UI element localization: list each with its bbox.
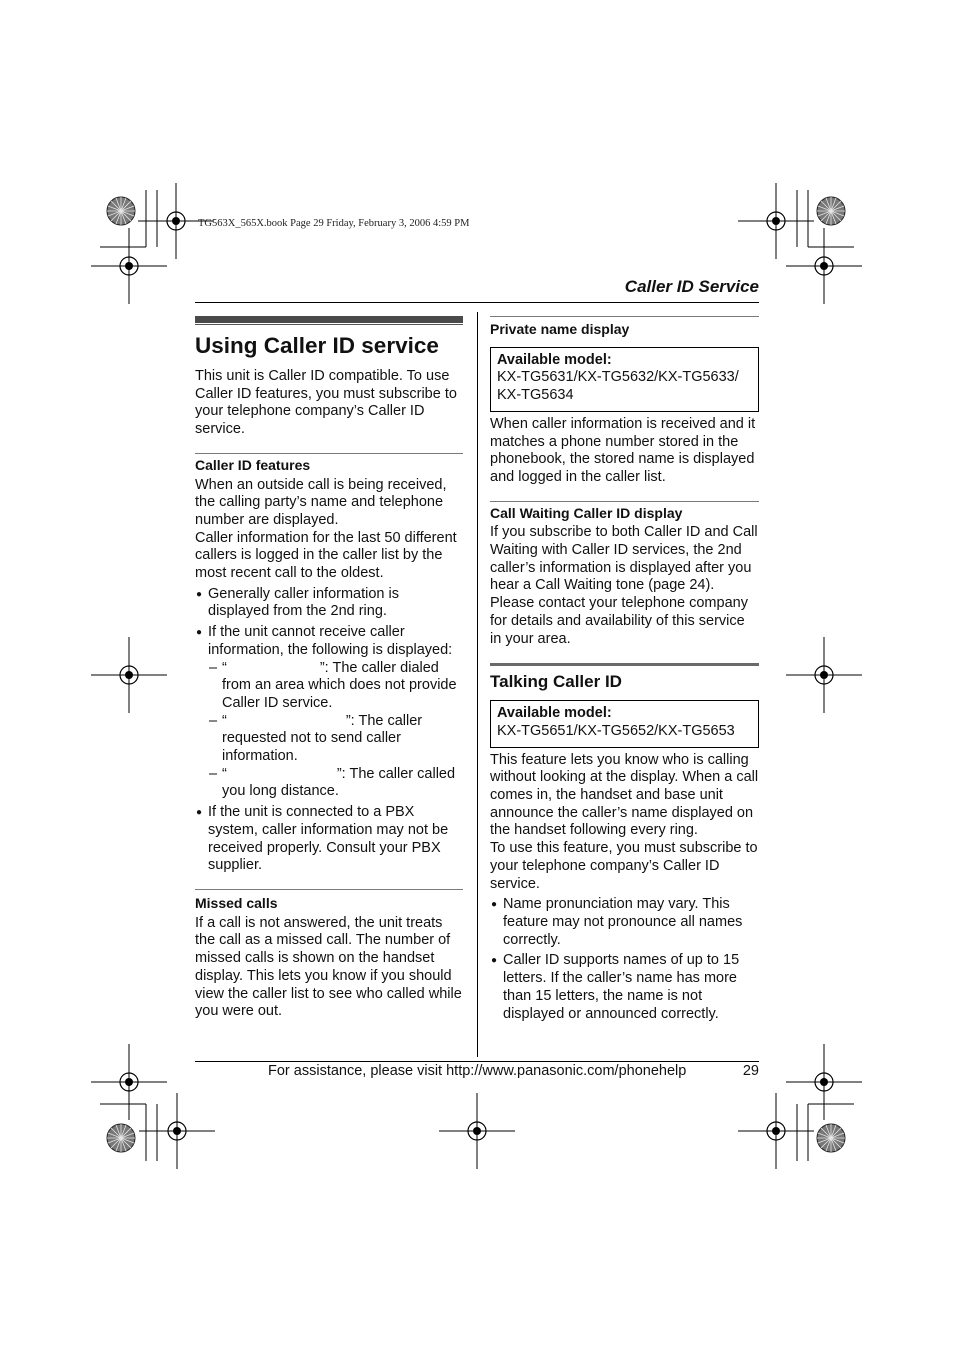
title-bar — [195, 316, 463, 323]
talking-para: To use this feature, you must subscribe to your telephone company’s Caller ID service. — [490, 840, 758, 892]
open-quote: “ — [222, 765, 227, 782]
bullet-text: If the unit is connected to a PBX system, caller information may not be received properly. Consult your PBX supplier. — [208, 804, 449, 874]
section-rule — [490, 501, 759, 502]
column-divider — [477, 312, 478, 1057]
dash-text: ”: The caller dialed from an area which does not provide Caller ID service. — [222, 659, 457, 711]
dash-icon: – — [209, 765, 218, 782]
available-model-list: KX-TG5651/KX-TG5652/KX-TG5653 — [497, 722, 735, 739]
color-wheel-icon — [107, 1124, 135, 1152]
page-number: 29 — [742, 1063, 759, 1079]
available-model-list: KX-TG5631/KX-TG5632/KX-TG5633/ KX-TG5634 — [497, 369, 739, 404]
bullet-icon: ● — [196, 807, 203, 819]
available-model-box — [490, 700, 759, 747]
left-column — [195, 316, 463, 1021]
color-wheel-icon — [107, 197, 135, 225]
header-rule — [195, 302, 759, 303]
bullet-icon: ● — [196, 588, 203, 600]
call-waiting-para: If you subscribe to both Caller ID and Call Waiting with Caller ID services, the 2nd caller’s information is displayed after you hear a Call Waiting tone (page 24). — [490, 524, 758, 594]
section-header: Caller ID Service — [624, 277, 759, 296]
subsection-rule — [490, 663, 759, 666]
bullet-text: Caller ID supports names of up to 15 letters. If the caller’s name has more than 15 letters, the name is not displayed or announced correctly. — [503, 952, 740, 1022]
bullet-text: If the unit cannot receive caller information, the following is displayed: — [208, 624, 453, 658]
available-model-label: Available model: — [497, 705, 612, 722]
right-column — [490, 316, 759, 1023]
bullet-item — [490, 952, 759, 1023]
talking-para: This feature lets you know who is calling without looking at the display. When a call comes in, the handset and base unit announce the caller’s name displayed on the handset following every ring. — [490, 751, 759, 839]
footer-rule — [195, 1061, 759, 1062]
missed-calls-para: If a call is not answered, the unit treats the call as a missed call. The number of missed calls is shown on the handset display. This lets you know if you should view the caller list to see who called while you were out. — [195, 914, 462, 1020]
registration-cross-icon — [439, 1093, 515, 1169]
dash-icon: – — [209, 712, 218, 729]
section-rule — [195, 889, 463, 890]
registration-cross-icon — [738, 1093, 814, 1169]
bullet-text: Name pronunciation may vary. This feature may not pronounce all names correctly. — [503, 896, 743, 948]
bullet-icon: ● — [196, 627, 203, 639]
dash-item — [209, 713, 463, 766]
color-wheel-icon — [817, 197, 845, 225]
bullet-item — [195, 624, 463, 659]
bullet-icon: ● — [491, 955, 498, 967]
dash-icon: – — [209, 659, 218, 676]
section-rule — [195, 453, 463, 454]
intro-text: This unit is Caller ID compatible. To use Caller ID features, you must subscribe to your telephone company’s Caller ID service. — [195, 368, 457, 438]
registration-cross-icon — [738, 183, 814, 259]
title-bar-thin — [195, 324, 463, 325]
bullet-item — [195, 586, 463, 621]
caller-id-features-heading: Caller ID features — [195, 456, 311, 473]
call-waiting-para: Please contact your telephone company for details and availability of this service in your area. — [490, 595, 748, 647]
registration-cross-icon — [139, 1093, 215, 1169]
call-waiting-heading: Call Waiting Caller ID display — [490, 504, 683, 521]
available-model-box — [490, 347, 759, 412]
dash-text: ”: The caller requested not to send caller information. — [222, 712, 423, 765]
features-para: Caller information for the last 50 different callers is logged in the caller list by the most recent call to the oldest. — [195, 529, 457, 582]
features-para: When an outside call is being received, the calling party’s name and telephone number are displayed. — [195, 476, 447, 528]
registration-cross-icon — [91, 637, 167, 713]
private-name-display-heading: Private name display — [490, 321, 630, 337]
section-rule — [490, 316, 759, 317]
bullet-item — [195, 804, 463, 875]
registration-cross-icon — [91, 1044, 167, 1120]
dash-item — [209, 660, 463, 713]
dash-text: ”: The caller called you long distance. — [222, 765, 456, 800]
footer-assistance: For assistance, please visit http://www.panasonic.com/phonehelp — [268, 1063, 687, 1079]
bullet-text: Generally caller information is displayed from the 2nd ring. — [208, 585, 399, 620]
book-file-info: TG563X_565X.book Page 29 Friday, February 3, 2006 4:59 PM — [198, 218, 470, 229]
private-name-para: When caller information is received and it matches a phone number stored in the phonebook, the stored name is displayed and logged in the caller list. — [490, 415, 756, 485]
page-title: Using Caller ID service — [195, 333, 439, 358]
registration-cross-icon — [91, 228, 167, 304]
bullet-icon: ● — [491, 899, 498, 911]
registration-cross-icon — [786, 637, 862, 713]
open-quote: “ — [222, 659, 227, 676]
available-model-label: Available model: — [497, 351, 612, 368]
dash-item — [209, 766, 463, 801]
missed-calls-heading: Missed calls — [195, 894, 278, 911]
open-quote: “ — [222, 712, 227, 729]
bullet-item — [490, 896, 759, 949]
color-wheel-icon — [817, 1124, 845, 1152]
talking-caller-id-heading: Talking Caller ID — [490, 672, 622, 692]
